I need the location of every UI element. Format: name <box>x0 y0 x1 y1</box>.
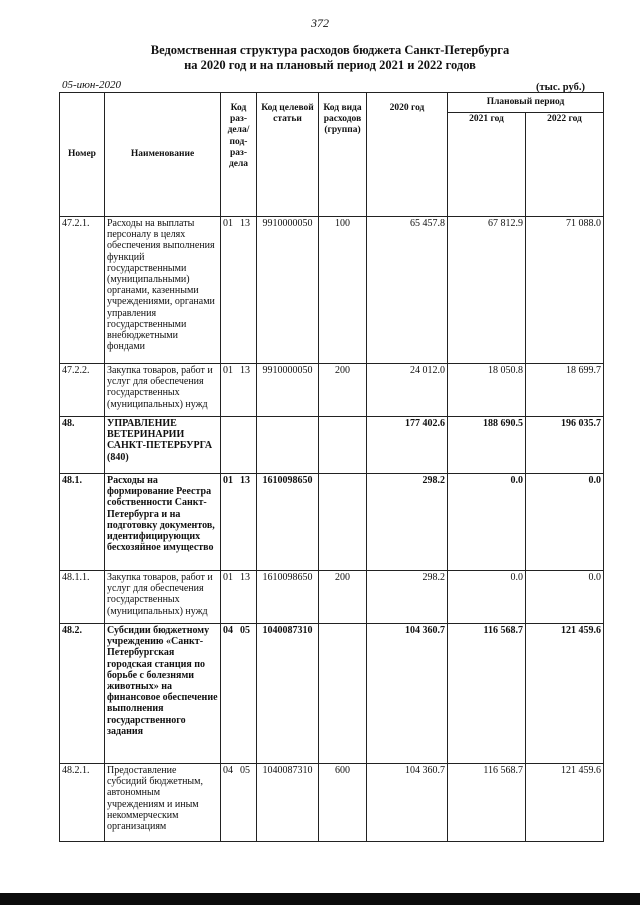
row-value-2021: 116 568.7 <box>448 764 526 842</box>
row-number: 48.2. <box>60 624 105 764</box>
header-2021: 2021 год <box>448 113 526 217</box>
row-value-2021: 0.0 <box>448 571 526 624</box>
header-planning-period: Плановый период <box>448 93 604 113</box>
row-number: 47.2.1. <box>60 217 105 364</box>
document-date: 05-июн-2020 <box>62 79 122 91</box>
row-value-2022: 0.0 <box>526 571 604 624</box>
header-2020: 2020 год <box>367 93 448 217</box>
row-section-code <box>221 474 257 571</box>
row-section: 04 <box>223 625 233 636</box>
row-name: Субсидии бюджетному учреждению «Санкт-Петербургская городская станция по борьбе с болезнями животных» на финансовое обеспечение выполнения государственного задания <box>105 624 221 764</box>
row-target-code: 1610098650 <box>257 571 319 624</box>
row-expense-type-code: 200 <box>319 364 367 417</box>
table-row <box>60 217 604 364</box>
row-name: Расходы на выплаты персоналу в целях обеспечения выполнения функций государственными (муниципальными) органами, казенными учреждениями, органами управления государственными внебюджетными фондами <box>105 217 221 364</box>
row-subsection: 13 <box>240 572 250 583</box>
row-target-code <box>257 417 319 474</box>
row-section: 04 <box>223 765 233 776</box>
units-label: (тыс. руб.) <box>536 82 585 93</box>
header-2022: 2022 год <box>526 113 604 217</box>
row-number: 48.1.1. <box>60 571 105 624</box>
row-name: Закупка товаров, работ и услуг для обеспечения государственных (муниципальных) нужд <box>105 364 221 417</box>
row-name: Предоставление субсидий бюджетным, автономным учреждениям и иным некоммерческим организациям <box>105 764 221 842</box>
row-expense-type-code <box>319 474 367 571</box>
row-value-2021: 188 690.5 <box>448 417 526 474</box>
header-row-1 <box>60 93 604 113</box>
row-name: УПРАВЛЕНИЕ ВЕТЕРИНАРИИ САНКТ-ПЕТЕРБУРГА (840) <box>105 417 221 474</box>
row-section: 01 <box>223 365 233 376</box>
row-number: 48. <box>60 417 105 474</box>
row-section-code <box>221 624 257 764</box>
header-target-code: Код целевой статьи <box>257 93 319 217</box>
row-value-2020: 24 012.0 <box>367 364 448 417</box>
row-name: Расходы на формирование Реестра собственности Санкт-Петербурга и на подготовку документов, идентифицирующих бесхозяйное имущество <box>105 474 221 571</box>
row-target-code: 1040087310 <box>257 624 319 764</box>
row-name: Закупка товаров, работ и услуг для обеспечения государственных (муниципальных) нужд <box>105 571 221 624</box>
row-value-2020: 65 457.8 <box>367 217 448 364</box>
row-number: 47.2.2. <box>60 364 105 417</box>
row-subsection: 13 <box>240 365 250 376</box>
table-row <box>60 624 604 764</box>
header-section-code: Код раз-дела/ под-раз-дела <box>221 93 257 217</box>
table-row <box>60 764 604 842</box>
row-subsection: 05 <box>240 625 250 636</box>
row-expense-type-code: 200 <box>319 571 367 624</box>
row-expense-type-code <box>319 417 367 474</box>
row-section: 01 <box>223 218 233 229</box>
row-value-2021: 18 050.8 <box>448 364 526 417</box>
row-section: 01 <box>223 475 233 486</box>
row-value-2021: 116 568.7 <box>448 624 526 764</box>
header-name: Наименование <box>105 93 221 217</box>
row-value-2020: 104 360.7 <box>367 624 448 764</box>
row-section-code <box>221 217 257 364</box>
budget-table <box>59 92 604 842</box>
header-expense-type-code: Код вида расходов (группа) <box>319 93 367 217</box>
row-value-2022: 71 088.0 <box>526 217 604 364</box>
row-section: 01 <box>223 572 233 583</box>
row-section-code <box>221 571 257 624</box>
row-value-2022: 196 035.7 <box>526 417 604 474</box>
row-target-code: 1040087310 <box>257 764 319 842</box>
row-value-2020: 104 360.7 <box>367 764 448 842</box>
row-value-2020: 177 402.6 <box>367 417 448 474</box>
row-subsection: 05 <box>240 765 250 776</box>
table-row <box>60 364 604 417</box>
table-body <box>60 217 604 842</box>
document-title <box>60 43 600 73</box>
row-number: 48.2.1. <box>60 764 105 842</box>
row-value-2020: 298.2 <box>367 474 448 571</box>
row-number: 48.1. <box>60 474 105 571</box>
row-expense-type-code <box>319 624 367 764</box>
row-value-2022: 121 459.6 <box>526 624 604 764</box>
scan-edge-bar <box>0 893 640 905</box>
row-expense-type-code: 100 <box>319 217 367 364</box>
row-value-2021: 0.0 <box>448 474 526 571</box>
title-line-1: Ведомственная структура расходов бюджета Санкт-Петербурга <box>150 43 510 57</box>
table-row <box>60 571 604 624</box>
title-line-2: на 2020 год и на плановый период 2021 и 2022 годов <box>184 58 476 72</box>
row-target-code: 9910000050 <box>257 364 319 417</box>
table-row <box>60 474 604 571</box>
row-value-2020: 298.2 <box>367 571 448 624</box>
header-number: Номер <box>60 93 105 217</box>
row-subsection: 13 <box>240 218 250 229</box>
page-number: 372 <box>311 16 329 30</box>
row-target-code: 1610098650 <box>257 474 319 571</box>
row-value-2021: 67 812.9 <box>448 217 526 364</box>
row-section-code <box>221 417 257 474</box>
row-target-code: 9910000050 <box>257 217 319 364</box>
row-section-code <box>221 764 257 842</box>
row-section-code <box>221 364 257 417</box>
row-value-2022: 121 459.6 <box>526 764 604 842</box>
row-value-2022: 18 699.7 <box>526 364 604 417</box>
row-subsection: 13 <box>240 475 250 486</box>
row-value-2022: 0.0 <box>526 474 604 571</box>
table-row <box>60 417 604 474</box>
row-expense-type-code: 600 <box>319 764 367 842</box>
